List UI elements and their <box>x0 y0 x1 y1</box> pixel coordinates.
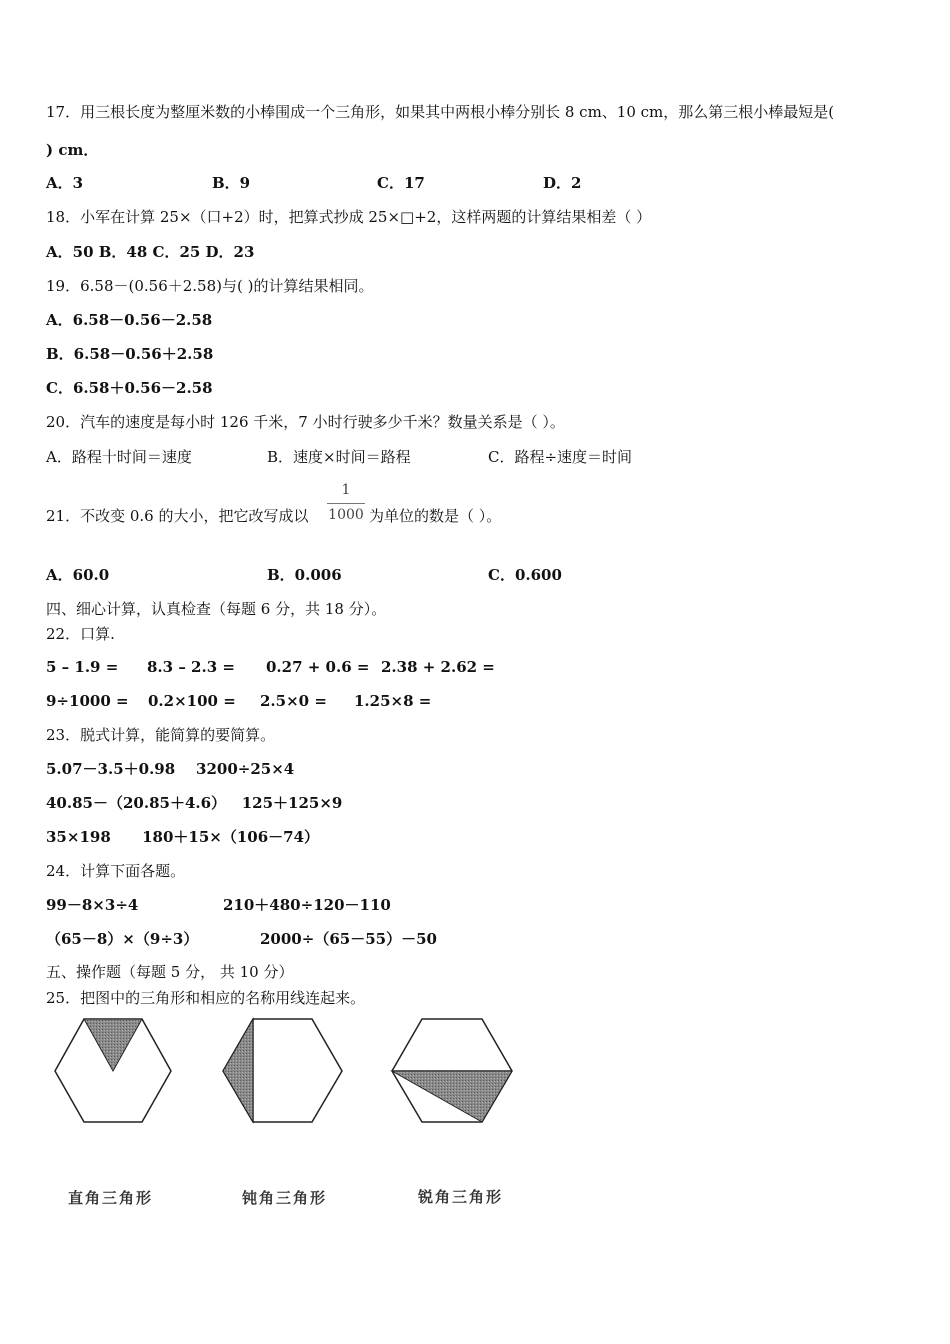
q22-item-7: 2.5×0 = <box>260 692 327 710</box>
q23-line-1: 5.07－3.5＋0.98 3200÷25×4 <box>46 760 295 778</box>
q23-stem: 23．脱式计算，能简算的要简算。 <box>46 726 276 744</box>
q20-option-a: A．路程十时间＝速度 <box>46 448 192 466</box>
q22-item-1: 5 – 1.9 = <box>46 658 119 676</box>
q19-option-c: C．6.58＋0.56－2.58 <box>46 379 213 397</box>
label-right-triangle[interactable]: 直角三角形 <box>68 1189 154 1207</box>
q17-option-c: C．17 <box>377 174 425 192</box>
q19-stem: 19．6.58－(0.56＋2.58)与( )的计算结果相同。 <box>46 277 374 295</box>
hexagon-figure-2[interactable] <box>223 1019 342 1122</box>
q24-item-4: 2000÷（65－55）－50 <box>260 930 437 948</box>
q19-option-b: B．6.58－0.56＋2.58 <box>46 345 214 363</box>
q21-option-c: C．0.600 <box>488 566 562 584</box>
section4-title: 四、细心计算，认真检查（每题 6 分，共 18 分）。 <box>46 600 387 618</box>
q17-stem: 17．用三根长度为整厘米数的小棒围成一个三角形，如果其中两根小棒分别长 8 cm、10 cm，那么第三根小棒最短是( <box>46 103 835 121</box>
q20-stem: 20．汽车的速度是每小时 126 千米，7 小时行驶多少千米？数量关系是（ ）。 <box>46 413 565 431</box>
q18-options: A．50 B．48 C．25 D．23 <box>46 243 255 261</box>
q21-stem-a: 21．不改变 0.6 的大小，把它改写成以 <box>46 507 309 525</box>
q20-option-b: B．速度×时间＝路程 <box>267 448 411 466</box>
q19-option-a: A．6.58－0.56－2.58 <box>46 311 213 329</box>
q17-option-a: A．3 <box>46 174 84 192</box>
hexagon-figure-3[interactable] <box>392 1019 512 1122</box>
q22-item-4: 2.38 + 2.62 = <box>381 658 495 676</box>
q22-stem: 22．口算. <box>46 625 115 643</box>
q24-item-3: （65－8）×（9÷3） <box>46 930 199 948</box>
q23-line-3: 35×198 180＋15×（106－74） <box>46 828 320 846</box>
q20-option-c: C．路程÷速度＝时间 <box>488 448 633 466</box>
q21-fraction-denominator: 1000 <box>328 507 364 523</box>
shaded-triangle-3[interactable] <box>392 1071 512 1122</box>
q21-stem-b: 为单位的数是（ ）。 <box>369 507 502 525</box>
q22-item-8: 1.25×8 = <box>354 692 432 710</box>
shaded-triangle-1[interactable] <box>84 1019 142 1071</box>
q21-option-a: A．60.0 <box>46 566 110 584</box>
q18-stem: 18．小军在计算 25×（口+2）时，把算式抄成 25×□+2，这样两题的计算结果相差（ ） <box>46 208 652 226</box>
shaded-triangle-2[interactable] <box>223 1019 253 1122</box>
q22-item-6: 0.2×100 = <box>148 692 236 710</box>
q24-item-2: 210＋480÷120－110 <box>223 896 391 914</box>
q24-item-1: 99－8×3÷4 <box>46 896 139 914</box>
label-obtuse-triangle[interactable]: 钝角三角形 <box>242 1189 328 1207</box>
q22-item-5: 9÷1000 = <box>46 692 129 710</box>
q22-item-2: 8.3 – 2.3 = <box>147 658 235 676</box>
label-acute-triangle[interactable]: 锐角三角形 <box>418 1188 504 1206</box>
q25-stem: 25．把图中的三角形和相应的名称用线连起来。 <box>46 989 366 1007</box>
q24-stem: 24．计算下面各题。 <box>46 862 186 880</box>
q21-fraction-numerator: 1 <box>341 482 351 498</box>
q23-line-2: 40.85－（20.85＋4.6） 125＋125×9 <box>46 794 343 812</box>
q17-option-d: D．2 <box>543 174 582 192</box>
section5-title: 五、操作题（每题 5 分， 共 10 分） <box>46 963 294 981</box>
q17-stem-cont: ) cm． <box>46 141 99 159</box>
q22-item-3: 0.27 + 0.6 = <box>266 658 370 676</box>
q17-option-b: B．9 <box>212 174 251 192</box>
q21-option-b: B．0.006 <box>267 566 342 584</box>
hexagon-figure-1[interactable] <box>55 1019 171 1122</box>
